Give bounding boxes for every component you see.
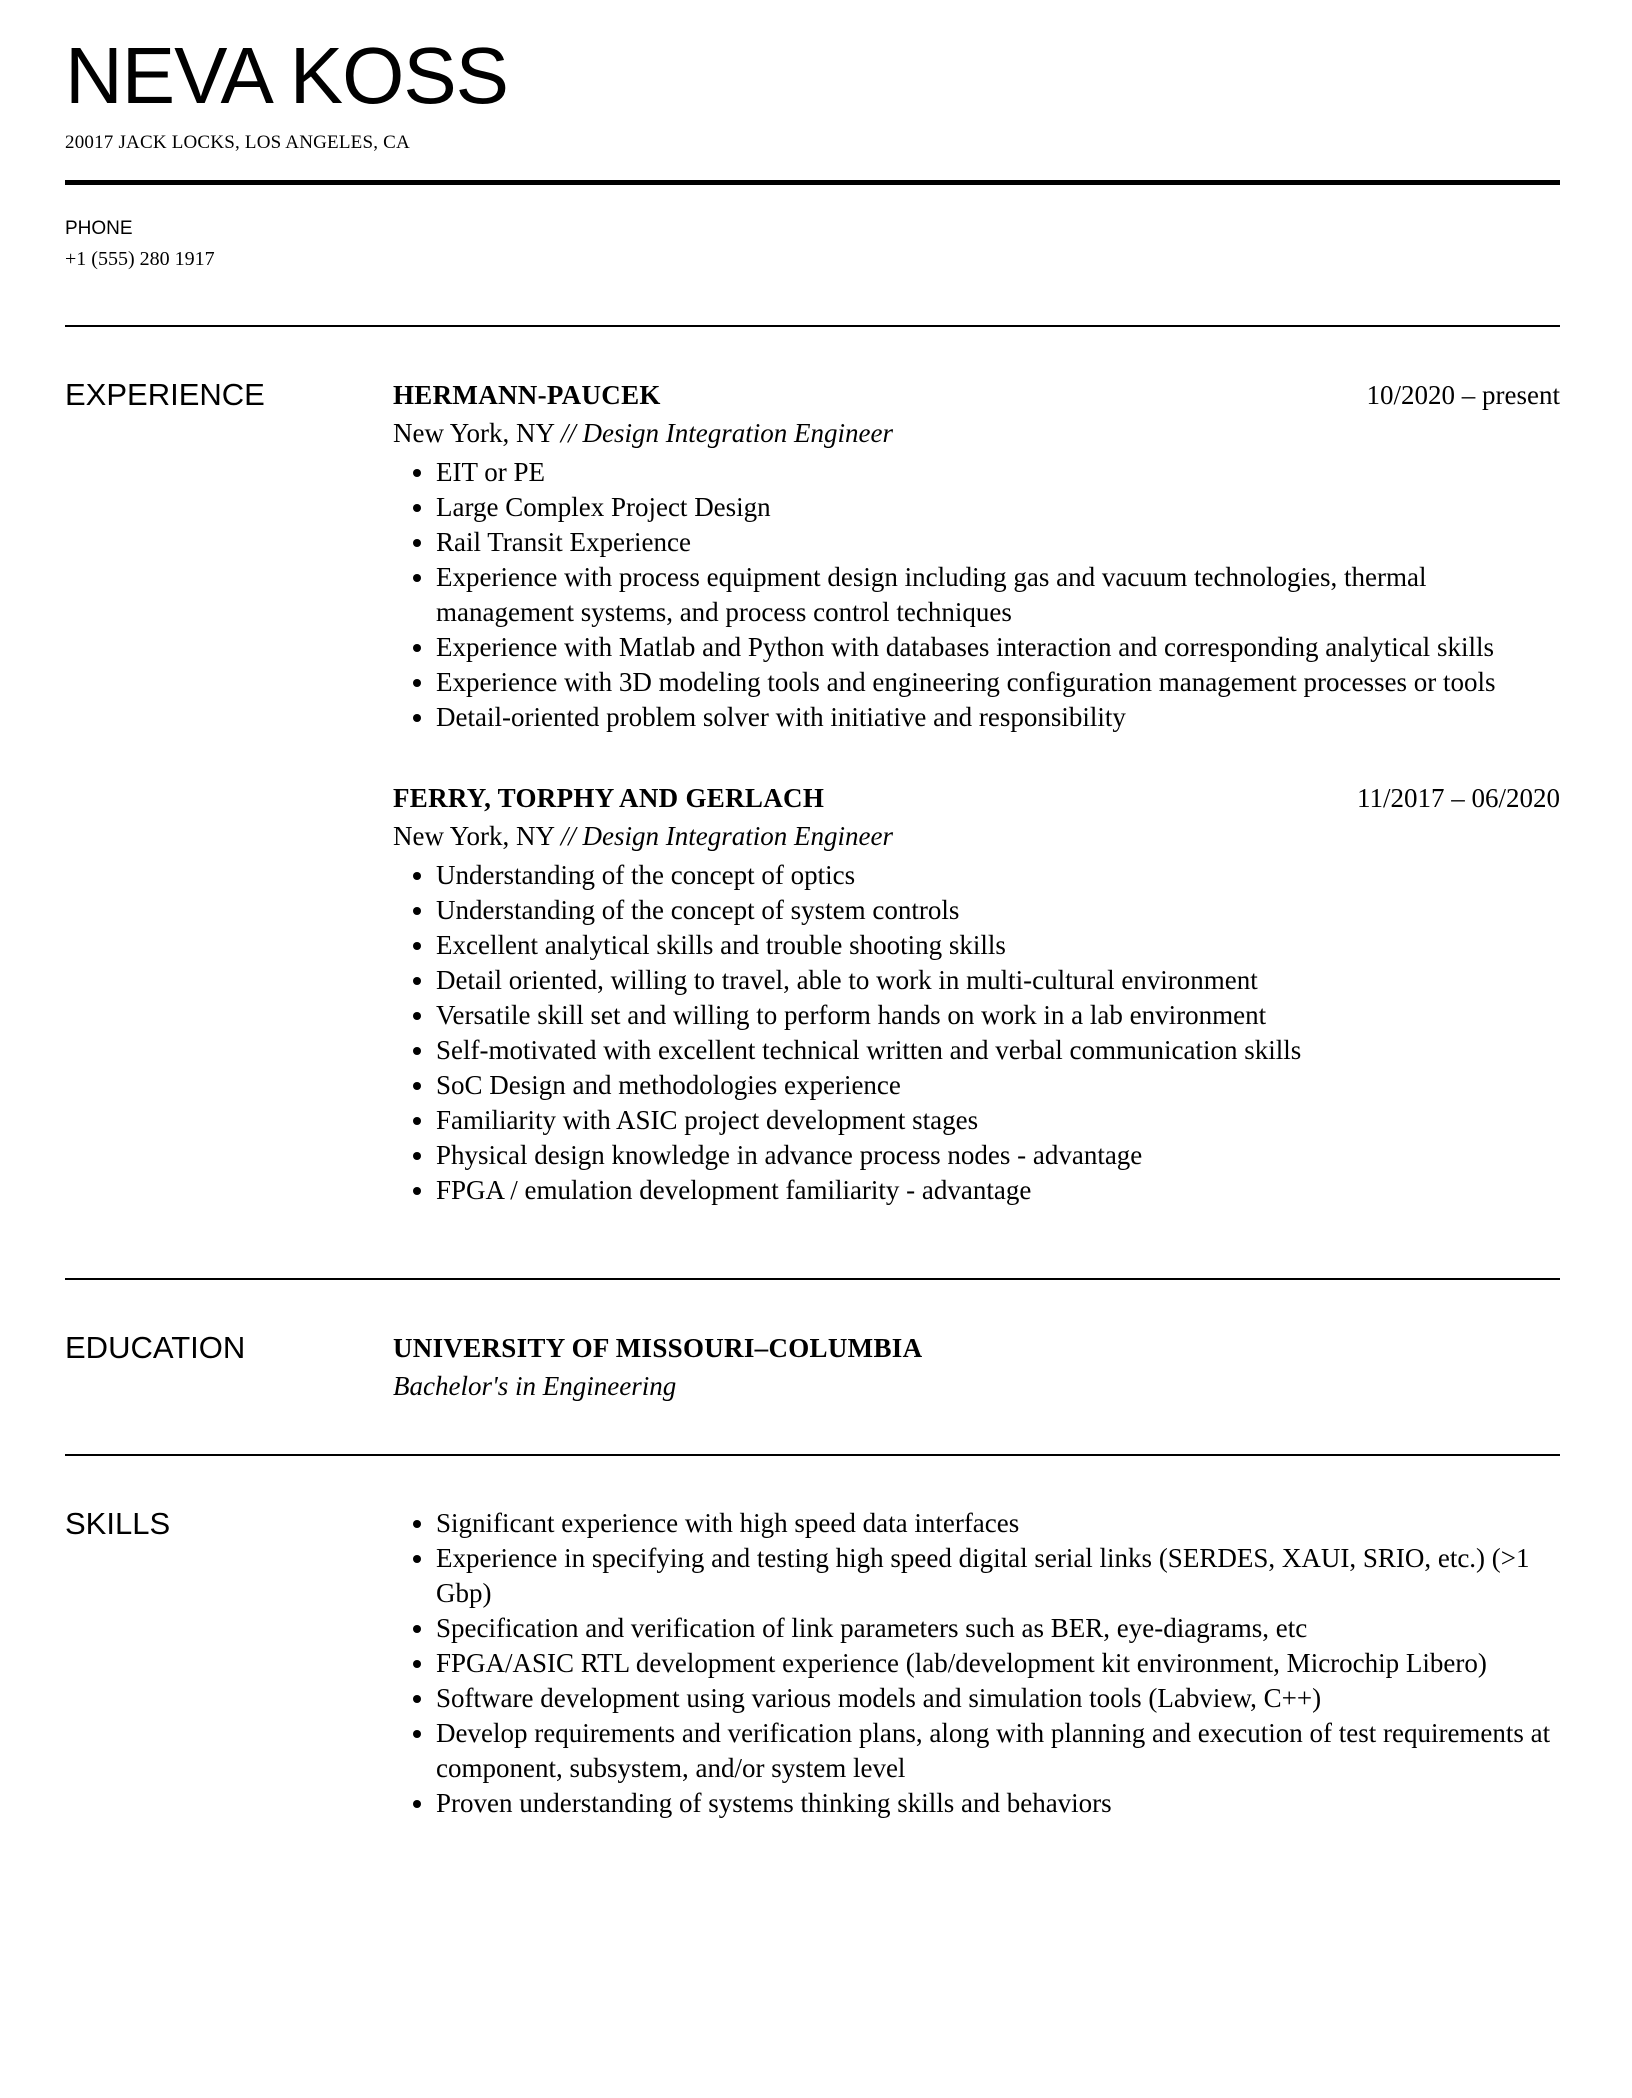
skill-item: • Develop requirements and verification plans, along with planning and execution of test requirements at component, subsystem, and/or system level [436, 1716, 1560, 1786]
job-bullets [393, 858, 1560, 1208]
experience-section [65, 377, 1560, 1208]
job-entry [393, 377, 1560, 735]
job-location: New York, NY [393, 418, 555, 448]
bullet-item: • FPGA / emulation development familiarity - advantage [436, 1173, 1560, 1208]
bullet-item: • Detail-oriented problem solver with initiative and responsibility [436, 700, 1560, 735]
job-role: Design Integration Engineer [582, 821, 893, 851]
job-entry [393, 780, 1560, 1208]
separator: // [560, 418, 576, 448]
skill-item: • Proven understanding of systems thinking skills and behaviors [436, 1786, 1560, 1821]
resume-page [65, 0, 1560, 1821]
bullet-item: • Understanding of the concept of system controls [436, 893, 1560, 928]
bullet-item: • Large Complex Project Design [436, 490, 1560, 525]
header-divider [65, 180, 1560, 185]
bullet-item: • Experience with process equipment design including gas and vacuum technologies, thermal management systems, and process control techniques [436, 560, 1560, 630]
bullet-item: • Physical design knowledge in advance process nodes - advantage [436, 1138, 1560, 1173]
job-location: New York, NY [393, 821, 555, 851]
experience-list [393, 377, 1560, 1208]
bullet-item: • Rail Transit Experience [436, 525, 1560, 560]
degree: Bachelor's in Engineering [393, 1371, 677, 1401]
section-divider [65, 1278, 1560, 1280]
bullet-item: • Experience with 3D modeling tools and engineering configuration management processes or tools [436, 665, 1560, 700]
job-role: Design Integration Engineer [582, 418, 893, 448]
bullet-item: • Excellent analytical skills and trouble shooting skills [436, 928, 1560, 963]
section-title: SKILLS [65, 1506, 171, 1541]
bullet-item: • Experience with Matlab and Python with databases interaction and corresponding analytical skills [436, 630, 1560, 665]
section-divider [65, 325, 1560, 327]
bullet-item: • Detail oriented, willing to travel, able to work in multi-cultural environment [436, 963, 1560, 998]
separator: // [560, 821, 576, 851]
job-dates: 10/2020 – present [1366, 380, 1560, 410]
candidate-name: NEVA KOSS [65, 31, 509, 120]
bullet-item: • Familiarity with ASIC project development stages [436, 1103, 1560, 1138]
company-name: HERMANN-PAUCEK [393, 380, 661, 410]
bullet-item: • Versatile skill set and willing to perform hands on work in a lab environment [436, 998, 1560, 1033]
skills-list [393, 1506, 1560, 1821]
phone-label: PHONE [65, 218, 133, 239]
section-title: EDUCATION [65, 1330, 246, 1365]
bullet-item: • EIT or PE [436, 455, 1560, 490]
job-dates: 11/2017 – 06/2020 [1356, 783, 1560, 813]
school-name: UNIVERSITY OF MISSOURI–COLUMBIA [393, 1333, 923, 1363]
skill-item: • Significant experience with high speed data interfaces [436, 1506, 1560, 1541]
bullet-item: • Understanding of the concept of optics [436, 858, 1560, 893]
bullet-item: • Self-motivated with excellent technical written and verbal communication skills [436, 1033, 1560, 1068]
job-bullets [393, 455, 1560, 735]
bullet-item: • SoC Design and methodologies experience [436, 1068, 1560, 1103]
section-divider [65, 1454, 1560, 1456]
phone-value: +1 (555) 280 1917 [65, 248, 215, 270]
skill-item: • FPGA/ASIC RTL development experience (lab/development kit environment, Microchip Libero) [436, 1646, 1560, 1681]
skill-item: • Software development using various models and simulation tools (Labview, C++) [436, 1681, 1560, 1716]
skills-section [65, 1506, 1560, 1821]
education-section [65, 1330, 1560, 1406]
section-title: EXPERIENCE [65, 377, 265, 412]
address: 20017 JACK LOCKS, LOS ANGELES, CA [65, 132, 410, 153]
company-name: FERRY, TORPHY AND GERLACH [393, 783, 825, 813]
skill-item: • Experience in specifying and testing high speed digital serial links (SERDES, XAUI, SRIO, etc.) (>1 Gbp) [436, 1541, 1560, 1611]
skill-item: • Specification and verification of link parameters such as BER, eye-diagrams, etc [436, 1611, 1560, 1646]
